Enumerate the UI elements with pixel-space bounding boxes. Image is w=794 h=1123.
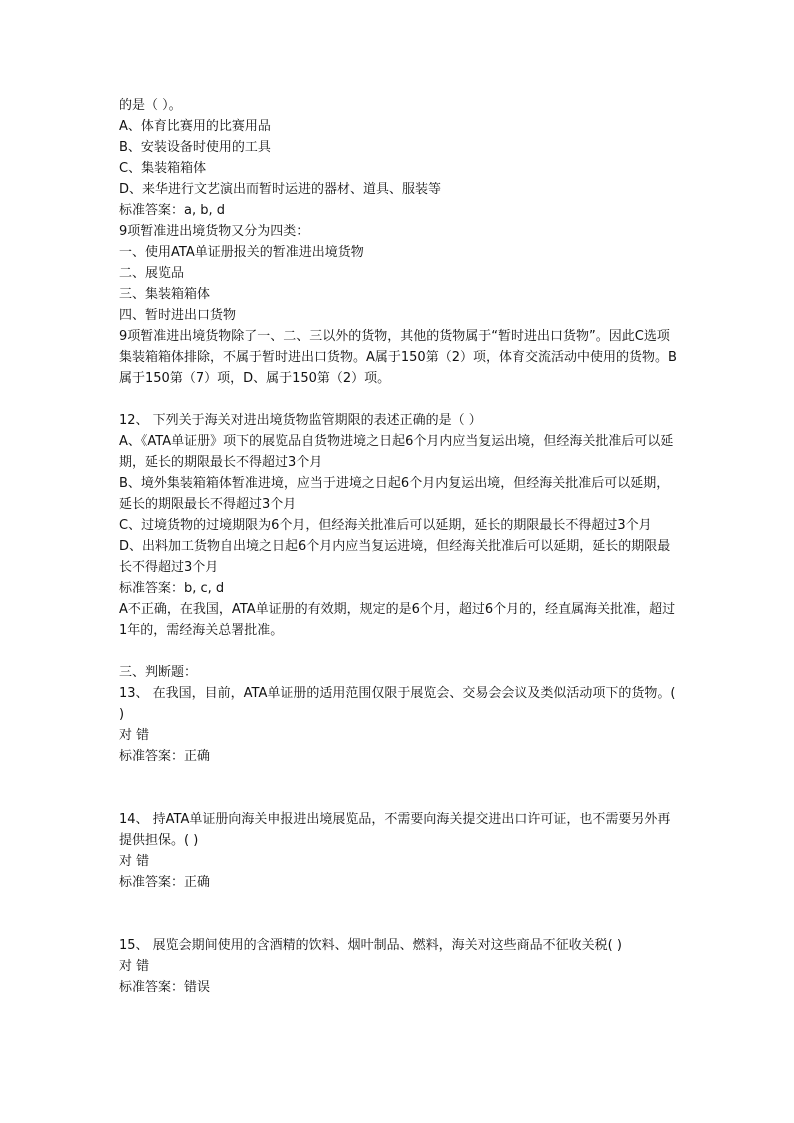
option-b: B、安装设备时使用的工具 bbox=[119, 140, 271, 155]
option-c: C、集装箱箱体 bbox=[119, 161, 207, 176]
document-body bbox=[119, 95, 679, 998]
q13-answer: 标准答案：正确 bbox=[119, 749, 211, 764]
question-stem-tail: 的是（ ）。 bbox=[119, 98, 182, 113]
option-a: A、体育比赛用的比赛用品 bbox=[119, 119, 271, 134]
q12-option-a: A、《ATA单证册》项下的展览品自货物进境之日起6个月内应当复运出境，但经海关批准后可以延期，延长的期限最长不得超过3个月 bbox=[119, 434, 674, 470]
explanation-line: 二、展览品 bbox=[119, 266, 185, 281]
q14-choices: 对 错 bbox=[119, 854, 150, 869]
explanation-line: 一、使用ATA单证册报关的暂准进出境货物 bbox=[119, 245, 364, 260]
q15-answer: 标准答案：错误 bbox=[119, 980, 211, 995]
section-heading: 三、判断题： bbox=[119, 665, 198, 680]
option-d: D、来华进行文艺演出而暂时运进的器材、道具、服装等 bbox=[119, 182, 442, 197]
question-15: 15、 展览会期间使用的含酒精的饮料、烟叶制品、燃料，海关对这些商品不征收关税( ) bbox=[119, 938, 622, 953]
q12-option-c: C、过境货物的过境期限为6个月，但经海关批准后可以延期，延长的期限最长不得超过3个月 bbox=[119, 518, 652, 533]
explanation-line: 四、暂时进出口货物 bbox=[119, 308, 237, 323]
question-12: 12、 下列关于海关对进出境货物监管期限的表述正确的是（ ） bbox=[119, 413, 482, 428]
q15-choices: 对 错 bbox=[119, 959, 150, 974]
q12-answer: 标准答案：b, c, d bbox=[119, 581, 225, 596]
question-13: 13、 在我国，目前，ATA单证册的适用范围仅限于展览会、交易会会议及类似活动项下的货物。( ) bbox=[119, 686, 676, 722]
q12-option-d: D、出料加工货物自出境之日起6个月内应当复运进境，但经海关批准后可以延期，延长的期限最长不得超过3个月 bbox=[119, 539, 671, 575]
q13-choices: 对 错 bbox=[119, 728, 150, 743]
explanation-paragraph: 9项暂准进出境货物除了一、二、三以外的货物，其他的货物属于“暂时进出口货物”。因此C选项集装箱箱体排除，不属于暂时进出口货物。A属于150第（2）项，体育交流活动中使用的货物。B属于150第（7）项，D、属于150第（2）项。 bbox=[119, 329, 677, 386]
q12-option-b: B、境外集装箱箱体暂准进境，应当于进境之日起6个月内复运出境，但经海关批准后可以延期，延长的期限最长不得超过3个月 bbox=[119, 476, 670, 512]
q12-explanation: A不正确，在我国，ATA单证册的有效期，规定的是6个月，超过6个月的，经直属海关批准，超过1年的，需经海关总署批准。 bbox=[119, 602, 676, 638]
explanation-line: 9项暂准进出境货物又分为四类： bbox=[119, 224, 310, 239]
answer-line: 标准答案：a, b, d bbox=[119, 203, 225, 218]
question-14: 14、 持ATA单证册向海关申报进出境展览品，不需要向海关提交进出口许可证，也不需要另外再提供担保。( ) bbox=[119, 812, 671, 848]
explanation-line: 三、集装箱箱体 bbox=[119, 287, 211, 302]
q14-answer: 标准答案：正确 bbox=[119, 875, 211, 890]
